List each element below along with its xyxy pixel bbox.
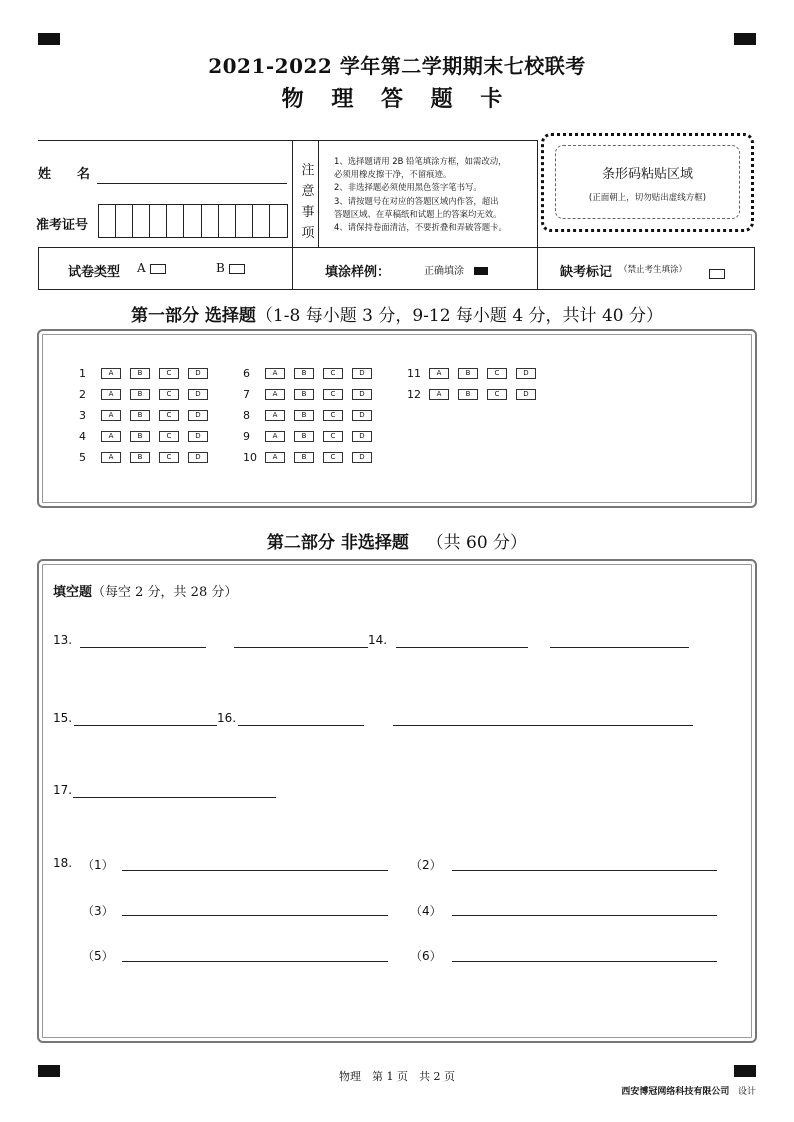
q18-sub-3-label: （3） [82, 904, 114, 918]
question-number: 7 [243, 388, 250, 401]
barcode-note: (正面朝上，切勿贴出虚线方框) [588, 193, 707, 203]
id-label: 准考证号 [36, 218, 89, 233]
question-number: 8 [243, 409, 250, 422]
divider [38, 247, 755, 248]
option-bubble-c[interactable]: C [159, 431, 179, 442]
option-bubble-d[interactable]: D [188, 452, 208, 463]
option-bubble-a[interactable]: A [429, 389, 449, 400]
id-digit-cell[interactable] [167, 205, 184, 237]
option-bubble-c[interactable]: C [487, 368, 507, 379]
divider [38, 289, 755, 290]
option-bubble-d[interactable]: D [352, 452, 372, 463]
q17-label: 17. [53, 783, 73, 797]
q18-sub-2-label: （2） [410, 858, 442, 872]
fill-heading: 填空题（每空 2 分，共 28 分） [53, 585, 238, 600]
exam-title: 2021-2022 学年第二学期期末七校联考 [208, 54, 586, 78]
question-number: 10 [243, 451, 257, 464]
question-number: 9 [243, 430, 250, 443]
option-bubble-d[interactable]: D [352, 431, 372, 442]
option-bubble-a[interactable]: A [101, 410, 121, 421]
designer-credit: 西安博冠网络科技有限公司 设计 [621, 1087, 756, 1097]
id-number-boxes[interactable] [98, 204, 288, 238]
choice-question-row [407, 367, 545, 380]
q18-sub-6-label: （6） [410, 949, 442, 963]
paper-type-label: 试卷类型 [68, 265, 121, 280]
notice-title: 注 意 事 项 [301, 163, 315, 241]
question-number: 6 [243, 367, 250, 380]
question-number: 5 [79, 451, 86, 464]
barcode-title: 条形码粘贴区域 [601, 167, 693, 182]
name-label: 姓 名 [38, 167, 91, 182]
option-bubble-a[interactable]: A [101, 389, 121, 400]
option-bubble-b[interactable]: B [130, 452, 150, 463]
name-field[interactable] [97, 183, 287, 184]
option-bubble-d[interactable]: D [352, 368, 372, 379]
q18-sub-1-blank[interactable] [122, 870, 388, 871]
choice-question-row [243, 451, 381, 464]
choice-question-row [243, 388, 381, 401]
option-bubble-c[interactable]: C [159, 389, 179, 400]
q18-sub-3-blank[interactable] [122, 915, 388, 916]
choice-question-row [79, 409, 217, 422]
q18-sub-2-blank[interactable] [452, 870, 717, 871]
option-bubble-c[interactable]: C [159, 368, 179, 379]
option-bubble-b[interactable]: B [130, 389, 150, 400]
option-bubble-d[interactable]: D [188, 431, 208, 442]
choice-question-row [243, 430, 381, 443]
choice-question-row [79, 367, 217, 380]
sample-correct: 正确填涂 [424, 262, 488, 277]
sample-label: 填涂样例： [325, 265, 391, 280]
option-bubble-c[interactable]: C [159, 452, 179, 463]
q16-blank-1[interactable] [238, 725, 364, 726]
id-digit-cell[interactable] [253, 205, 270, 237]
q15-label: 15. [53, 711, 73, 725]
option-bubble-a[interactable]: A [265, 452, 285, 463]
id-digit-cell[interactable] [116, 205, 133, 237]
question-number: 1 [79, 367, 86, 380]
q18-sub-4-blank[interactable] [452, 915, 717, 916]
option-bubble-a[interactable]: A [101, 452, 121, 463]
id-digit-cell[interactable] [236, 205, 253, 237]
id-digit-cell[interactable] [219, 205, 236, 237]
absent-label: 缺考标记 [560, 265, 613, 280]
divider [292, 140, 293, 290]
barcode-area [555, 145, 740, 219]
id-digit-cell[interactable] [184, 205, 201, 237]
option-bubble-c[interactable]: C [487, 389, 507, 400]
id-digit-cell[interactable] [150, 205, 167, 237]
option-bubble-a[interactable]: A [101, 368, 121, 379]
question-number: 12 [407, 388, 421, 401]
option-bubble-b[interactable]: B [458, 368, 478, 379]
q14-blank-2[interactable] [550, 647, 689, 648]
option-bubble-d[interactable]: D [188, 389, 208, 400]
q18-sub-5-blank[interactable] [122, 961, 388, 962]
divider [38, 247, 39, 290]
option-bubble-c[interactable]: C [323, 410, 343, 421]
choice-question-row [79, 388, 217, 401]
paper-type-b-box[interactable] [229, 264, 245, 274]
option-bubble-a[interactable]: A [265, 410, 285, 421]
id-digit-cell[interactable] [99, 205, 116, 237]
q13-label: 13. [53, 633, 73, 647]
filled-box-icon [474, 267, 488, 275]
option-bubble-c[interactable]: C [323, 368, 343, 379]
non-choice-answer-frame [37, 559, 757, 1043]
q15-blank[interactable] [74, 725, 217, 726]
question-number: 3 [79, 409, 86, 422]
q18-sub-1-label: （1） [82, 858, 114, 872]
paper-type-b[interactable]: B [216, 261, 245, 275]
q14-label: 14. [368, 633, 388, 647]
q16-label: 16. [217, 711, 237, 725]
divider [537, 140, 538, 290]
q13-blank-2[interactable] [234, 647, 368, 648]
option-bubble-b[interactable]: B [130, 368, 150, 379]
choice-question-row [243, 367, 381, 380]
option-bubble-a[interactable]: A [265, 389, 285, 400]
choice-question-row [79, 451, 217, 464]
option-bubble-b[interactable]: B [294, 452, 314, 463]
option-bubble-a[interactable]: A [265, 431, 285, 442]
q13-blank-1[interactable] [80, 647, 206, 648]
option-bubble-d[interactable]: D [352, 410, 372, 421]
paper-type-a-box[interactable] [150, 264, 166, 274]
choice-question-row [79, 430, 217, 443]
option-bubble-a[interactable]: A [265, 368, 285, 379]
option-bubble-b[interactable]: B [458, 389, 478, 400]
q17-blank[interactable] [73, 797, 276, 798]
question-number: 11 [407, 367, 421, 380]
q18-sub-5-label: （5） [82, 949, 114, 963]
option-bubble-a[interactable]: A [429, 368, 449, 379]
option-bubble-b[interactable]: B [294, 431, 314, 442]
q18-sub-6-blank[interactable] [452, 961, 717, 962]
choice-question-row [243, 409, 381, 422]
part2-heading: 第二部分 非选择题 （共 60 分） [266, 533, 528, 553]
divider [318, 140, 319, 247]
question-number: 4 [79, 430, 86, 443]
option-bubble-c[interactable]: C [323, 431, 343, 442]
question-number: 2 [79, 388, 86, 401]
option-bubble-d[interactable]: D [516, 389, 536, 400]
id-digit-cell[interactable] [202, 205, 219, 237]
option-bubble-a[interactable]: A [101, 431, 121, 442]
q16-blank-2[interactable] [393, 725, 693, 726]
option-bubble-d[interactable]: D [516, 368, 536, 379]
option-bubble-b[interactable]: B [130, 410, 150, 421]
q18-sub-4-label: （4） [410, 904, 442, 918]
option-bubble-d[interactable]: D [188, 368, 208, 379]
choice-question-row [407, 388, 545, 401]
option-bubble-c[interactable]: C [323, 452, 343, 463]
absent-note: （禁止考生填涂） [619, 265, 688, 275]
part1-heading: 第一部分 选择题（1-8 每小题 3 分，9-12 每小题 4 分，共计 40 分） [131, 306, 663, 326]
id-digit-cell[interactable] [133, 205, 150, 237]
divider [754, 247, 755, 290]
absent-box[interactable] [709, 263, 725, 282]
id-digit-cell[interactable] [270, 205, 287, 237]
paper-type-a[interactable]: A [137, 261, 166, 275]
option-bubble-d[interactable]: D [188, 410, 208, 421]
q14-blank-1[interactable] [396, 647, 528, 648]
q18-label: 18. [53, 856, 73, 870]
registration-mark-top-left [38, 33, 60, 45]
option-bubble-d[interactable]: D [352, 389, 372, 400]
notice-text: 1、选择题请用 2B 铅笔填涂方框，如需改动， 必须用橡皮擦干净，不留痕迹。 2、非选择题必须使用黑色签字笔书写。 3、请按题号在对应的答题区域内作答，超出 答题区域、在草稿纸和试题上的答案均无效。 4、请保持卷面清洁，不要折叠和弄破答题卡。 [334, 156, 507, 233]
divider [292, 140, 537, 141]
card-title: 物 理 答 题 卡 [281, 86, 513, 112]
option-bubble-b[interactable]: B [294, 389, 314, 400]
registration-mark-top-right [734, 33, 756, 45]
option-bubble-b[interactable]: B [294, 368, 314, 379]
option-bubble-b[interactable]: B [294, 410, 314, 421]
option-bubble-c[interactable]: C [159, 410, 179, 421]
option-bubble-c[interactable]: C [323, 389, 343, 400]
divider [38, 140, 292, 141]
page-footer: 物理 第 1 页 共 2 页 [339, 1070, 455, 1083]
option-bubble-b[interactable]: B [130, 431, 150, 442]
